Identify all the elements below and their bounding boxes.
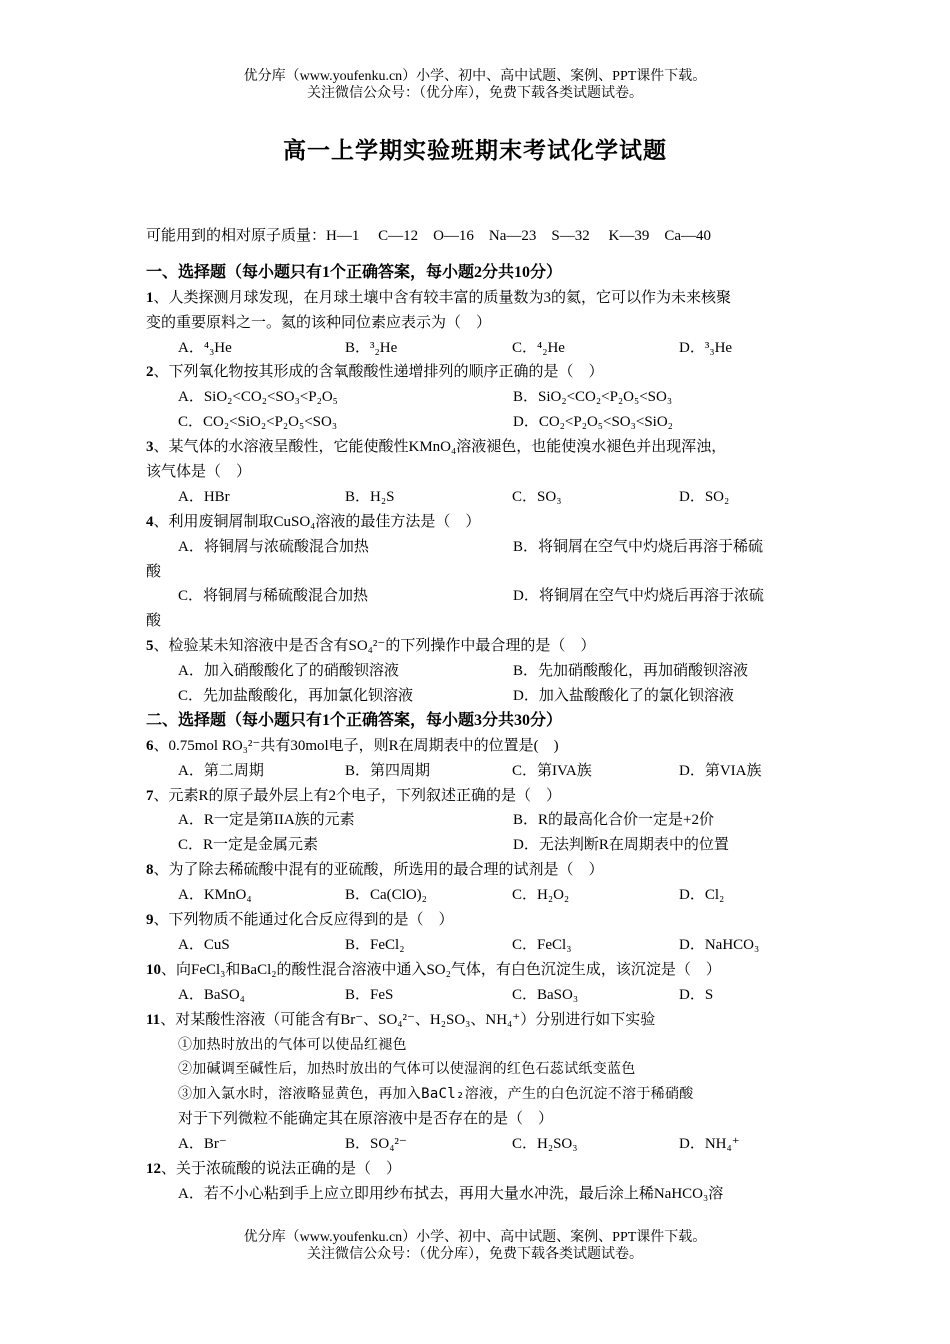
question-number: 10 [146,961,161,978]
question-4 [146,510,811,535]
option-a: A．第二周期 [178,762,264,779]
question-number: 4 [146,513,154,530]
section-1-heading: 一、选择题（每小题只有1个正确答案，每小题2分共10分） [146,263,563,281]
header-line-1: 优分库（www.youfenku.cn）小学、初中、高中试题、案例、PPT课件下载。 [243,69,707,84]
option-d: D．将铜屑在空气中灼烧后再溶于浓硫 [513,588,764,605]
option-c: C．FeCl₃ [512,936,572,953]
option-a: A．HBr [178,488,230,505]
option-c: C．BaSO₃ [512,986,579,1003]
option-b: B．SO₄²⁻ [345,1136,407,1153]
question-text: 、检验某未知溶液中是否含有SO₄²⁻的下列操作中最合理的是（ ） [153,638,596,655]
option-b: B．将铜屑在空气中灼烧后再溶于稀硫 [513,538,764,555]
option-d: D．S [679,986,714,1003]
option-c: C．第IVA族 [512,762,592,779]
option-b: B．FeS [345,986,394,1003]
option-d: D．CO₂<P₂O₅<SO₃<SiO₂ [513,414,673,431]
option-b-cont: 酸 [146,563,162,580]
question-2 [146,360,811,385]
question-7-options-ab [146,808,811,833]
question-7-options-cd [146,833,811,858]
footer-line-1: 优分库（www.youfenku.cn）小学、初中、高中试题、案例、PPT课件下载。 [243,1230,707,1245]
question-text: 、人类探测月球发现，在月球土壤中含有较丰富的质量数为3的氦，它可以作为未来核聚 [153,289,732,306]
question-2-options-cd [146,410,811,435]
option-d: D．SO₂ [679,488,730,505]
option-a: A．加入硝酸酸化了的硝酸钡溶液 [178,663,399,680]
option-d-cont: 酸 [146,613,162,630]
question-1-cont: 变的重要原料之一。氦的该种同位素应表示为（ ） [146,314,492,331]
question-11-options [146,1132,811,1157]
option-d: D．NaHCO₃ [679,936,760,953]
question-text: 、为了除去稀硫酸中混有的亚硫酸，所选用的最合理的试剂是（ ） [153,862,604,879]
question-number: 8 [146,862,154,879]
question-1 [146,286,811,311]
question-1-options [146,336,811,361]
option-b: B．Ca(ClO)₂ [345,887,427,904]
question-text: 、对某酸性溶液（可能含有Br⁻、SO₄²⁻、H₂SO₃、NH₄⁺）分别进行如下实验 [160,1011,656,1028]
option-c: C．将铜屑与稀硫酸混合加热 [178,588,369,605]
option-a: A．CuS [178,936,230,953]
question-3-cont: 该气体是（ ） [146,464,252,481]
option-c: C．先加盐酸酸化，再加氯化钡溶液 [178,688,414,705]
question-4-options-cd [146,584,811,609]
question-number: 7 [146,787,154,804]
question-9-options [146,933,811,958]
question-10-options [146,983,811,1008]
question-12-option-a: A．若不小心粘到手上应立即用纱布拭去，再用大量水冲洗，最后涂上稀NaHCO₃溶 [178,1185,724,1202]
option-a: A．KMnO₄ [178,887,252,904]
option-d: D．Cl₂ [679,887,725,904]
option-c: C．⁴₂He [512,339,565,356]
question-number: 9 [146,912,154,929]
option-c: C．H₂O₂ [512,887,570,904]
question-11 [146,1008,811,1033]
question-12 [146,1157,811,1182]
question-3 [146,435,811,460]
option-b: B．先加硝酸酸化，再加硝酸钡溶液 [513,663,749,680]
question-5-options-cd [146,684,811,709]
question-number: 5 [146,638,154,655]
question-text: 、下列物质不能通过化合反应得到的是（ ） [153,912,454,929]
question-6-options [146,759,811,784]
option-a: A．R一定是第IIA族的元素 [178,812,355,829]
option-a: A．SiO₂<CO₂<SO₃<P₂O₅ [178,389,338,406]
option-d: D．NH₄⁺ [679,1136,740,1153]
header-line-2: 关注微信公众号：（优分库），免费下载各类试题试卷。 [307,86,643,101]
question-number: 12 [146,1160,161,1177]
section-2-heading: 二、选择题（每小题只有1个正确答案，每小题3分共30分） [146,711,563,729]
question-5 [146,634,811,659]
option-c: C．R一定是金属元素 [178,837,319,854]
page-title: 高一上学期实验班期末考试化学试题 [283,138,667,163]
question-text: 、某气体的水溶液呈酸性，它能使酸性KMnO₄溶液褪色，也能使溴水褪色并出现浑浊， [153,439,727,456]
page-header [0,68,950,102]
option-a: A．Br⁻ [178,1136,227,1153]
option-c: C．H₂SO₃ [512,1136,578,1153]
option-c: C．CO₂<SiO₂<P₂O₅<SO₃ [178,414,338,431]
question-11-statement-1: ①加热时放出的气体可以使品红褪色 [178,1036,407,1053]
question-8-options [146,883,811,908]
question-10 [146,958,811,983]
option-b: B．FeCl₂ [345,936,405,953]
option-d: D．³₃He [679,339,733,356]
footer-line-2: 关注微信公众号：（优分库），免费下载各类试题试卷。 [307,1247,643,1262]
option-b: B．³₂He [345,339,398,356]
question-number: 11 [146,1011,161,1028]
option-a: A．⁴₃He [178,339,232,356]
question-text: 、下列氧化物按其形成的含氧酸酸性递增排列的顺序正确的是（ ） [153,364,604,381]
page-footer [0,1229,950,1263]
question-3-options [146,485,811,510]
question-11-statement-2: ②加碱调至碱性后，加热时放出的气体可以使湿润的红色石蕊试纸变蓝色 [178,1061,636,1078]
question-text: 、元素R的原子最外层上有2个电子，下列叙述正确的是（ ） [153,787,562,804]
option-b: B．第四周期 [345,762,431,779]
option-a: A．BaSO₄ [178,986,245,1003]
option-a: A．将铜屑与浓硫酸混合加热 [178,538,369,555]
option-d: D．加入盐酸酸化了的氯化钡溶液 [513,688,734,705]
option-c: C．SO₃ [512,488,562,505]
question-11-statement-3: ③加入氯水时，溶液略显黄色，再加入BaCl₂溶液，产生的白色沉淀不溶于稀硝酸 [178,1086,694,1103]
question-number: 1 [146,289,154,306]
question-6 [146,734,811,759]
question-5-options-ab [146,659,811,684]
question-number: 6 [146,737,154,754]
question-text: 、0.75mol RO₃²⁻共有30mol电子，则R在周期表中的位置是( ) [153,737,559,754]
option-d: D．第VIA族 [679,762,762,779]
question-2-options-ab [146,385,811,410]
question-number: 2 [146,364,154,381]
option-b: B．R的最高化合价一定是+2价 [513,812,714,829]
question-text: 、关于浓硫酸的说法正确的是（ ） [161,1160,402,1177]
question-4-options-ab [146,535,811,560]
atomic-masses: 可能用到的相对原子质量：H—1 C—12 O—16 Na—23 S—32 K—39 Ca—40 [146,228,711,244]
question-8 [146,858,811,883]
option-b: B．SiO₂<CO₂<P₂O₅<SO₃ [513,389,673,406]
exam-content [146,224,811,1207]
option-d: D．无法判断R在周期表中的位置 [513,837,729,854]
question-9 [146,908,811,933]
question-number: 3 [146,439,154,456]
question-11-prompt: 对于下列微粒不能确定其在原溶液中是否存在的是（ ） [178,1111,554,1128]
question-text: 、利用废铜屑制取CuSO₄溶液的最佳方法是（ ） [153,513,481,530]
question-text: 、向FeCl₃和BaCl₂的酸性混合溶液中通入SO₂气体，有白色沉淀生成，该沉淀是（ ） [161,961,721,978]
option-b: B．H₂S [345,488,395,505]
question-7 [146,784,811,809]
